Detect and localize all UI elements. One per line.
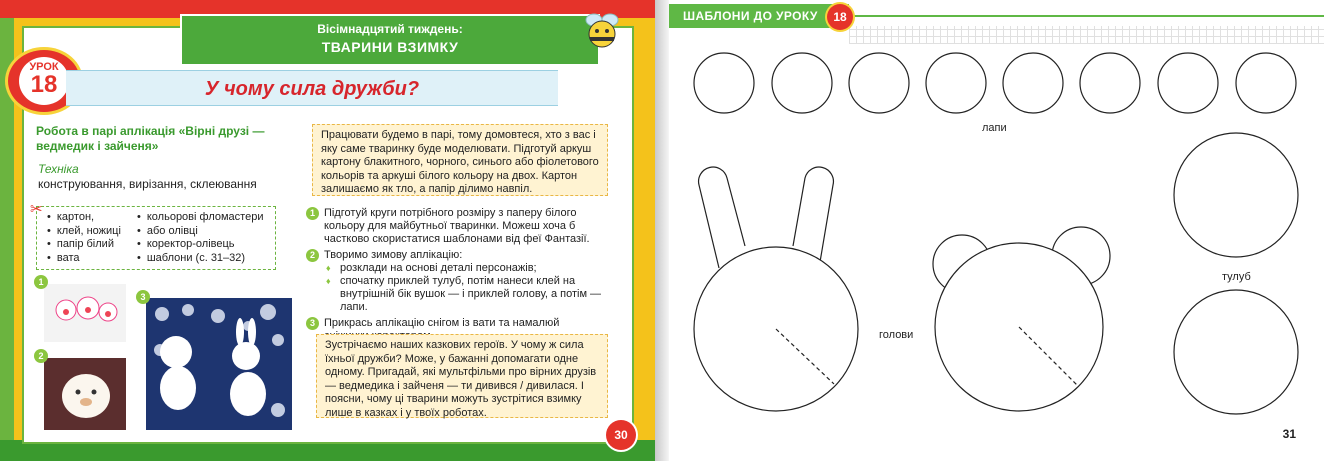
- bee-icon: [582, 10, 622, 54]
- closing-note: Зустрічаємо наших казкових героїв. У чому ж сила їхньої дружби? Може, у бажанні допомагати одне одному. Пригадай, які мультфільми про вірних друзів — ведмедика і зайченя — ти дивився / дивилася. І поясни, чому ці тварини можуть зустрітися взимку лише в казках і у твоїх роботах.: [316, 334, 608, 418]
- page-number-left: 30: [606, 420, 636, 450]
- paw-circle: [926, 53, 986, 113]
- instruction-step: [306, 207, 606, 246]
- paw-circle: [1003, 53, 1063, 113]
- step-subitem: ♦ розклади на основі деталі персонажів;: [324, 262, 606, 275]
- paw-circle: [1158, 53, 1218, 113]
- paw-circle: [694, 53, 754, 113]
- scissors-icon: ✂: [30, 201, 43, 218]
- instruction-step: [306, 249, 606, 314]
- material-item: • шаблони (с. 31–32): [137, 252, 263, 266]
- week-banner: [180, 14, 600, 66]
- body-label: тулуб: [1222, 271, 1251, 283]
- paw-circle: [1236, 53, 1296, 113]
- cutout-templates: [669, 0, 1324, 461]
- paw-circle: [1080, 53, 1140, 113]
- materials-column-1: [47, 211, 121, 265]
- lesson-title-ribbon: [66, 70, 558, 106]
- materials-column-2: [137, 211, 263, 265]
- theme-label: ТВАРИНИ ВЗИМКУ: [321, 39, 459, 55]
- paw-circle: [772, 53, 832, 113]
- paws-label: лапи: [982, 122, 1007, 134]
- material-item: • клей, ножиці: [47, 225, 121, 239]
- step-number: 1: [306, 207, 319, 220]
- photo-step-number: 1: [34, 275, 48, 289]
- lesson-label: УРОК: [29, 61, 59, 73]
- bunny-ear: [699, 167, 745, 268]
- paw-circle: [849, 53, 909, 113]
- instruction-steps: [306, 207, 606, 346]
- book-gutter: [655, 0, 669, 461]
- materials-box: [36, 206, 276, 270]
- step-text: Творимо зимову аплікацію:: [324, 249, 463, 261]
- technique-label: Техніка: [38, 162, 79, 176]
- material-item: • вата: [47, 252, 121, 266]
- material-item: • коректор-олівець: [137, 238, 263, 252]
- step-number: 3: [306, 317, 319, 330]
- bear-head-image: [58, 364, 114, 424]
- bear-faces-image: [48, 290, 122, 338]
- right-page: [669, 0, 1324, 461]
- photo-step-number: 2: [34, 349, 48, 363]
- templates-lesson-badge: 18: [827, 4, 853, 30]
- body-circle: [1174, 133, 1298, 257]
- intro-note: Працювати будемо в парі, тому домовтеся, хто з вас і яку саме тваринку буде моделювати. Підготуй аркуш картону блакитного, чорного, синього або фіолетового кольорів та аркуші білого кольору на двох. Картон залишаємо як тло, а папір ділимо навпіл.: [312, 124, 608, 196]
- page-number-right: 31: [1282, 427, 1296, 441]
- material-item: • картон,: [47, 211, 121, 225]
- finished-applique-image: [148, 300, 290, 428]
- photo-step-number: 3: [136, 290, 150, 304]
- step-text: Підготуй круги потрібного розміру з паперу білого кольору для майбутньої тваринки. Можеш хоча б частково скористатися шаблонами від феї Фантазії.: [324, 207, 590, 245]
- left-page: [0, 0, 655, 461]
- lesson-number: 18: [30, 71, 58, 98]
- heads-label: голови: [879, 329, 914, 341]
- week-label: Вісімнадцятий тиждень:: [317, 22, 463, 36]
- material-item: • або олівці: [137, 225, 263, 239]
- body-circle: [1174, 290, 1298, 414]
- step-subitem: ♦ спочатку приклей тулуб, потім нанеси клей на внутрішній бік вушок — і приклей голову, а потім — лапи.: [324, 275, 606, 314]
- material-item: • папір білий: [47, 238, 121, 252]
- task-title: Робота в парі аплікація «Вірні друзі — ведмедик і зайченя»: [36, 124, 265, 153]
- templates-title: ШАБЛОНИ ДО УРОКУ: [683, 9, 818, 23]
- technique-value: конструювання, вирізання, склеювання: [38, 177, 257, 191]
- step-text: Прикрась аплікацію снігом із вати та намалюй: [324, 317, 560, 329]
- step-number: 2: [306, 249, 319, 262]
- material-item: • кольорові фломастери: [137, 211, 263, 225]
- lesson-title: У чому сила дружби?: [204, 78, 420, 100]
